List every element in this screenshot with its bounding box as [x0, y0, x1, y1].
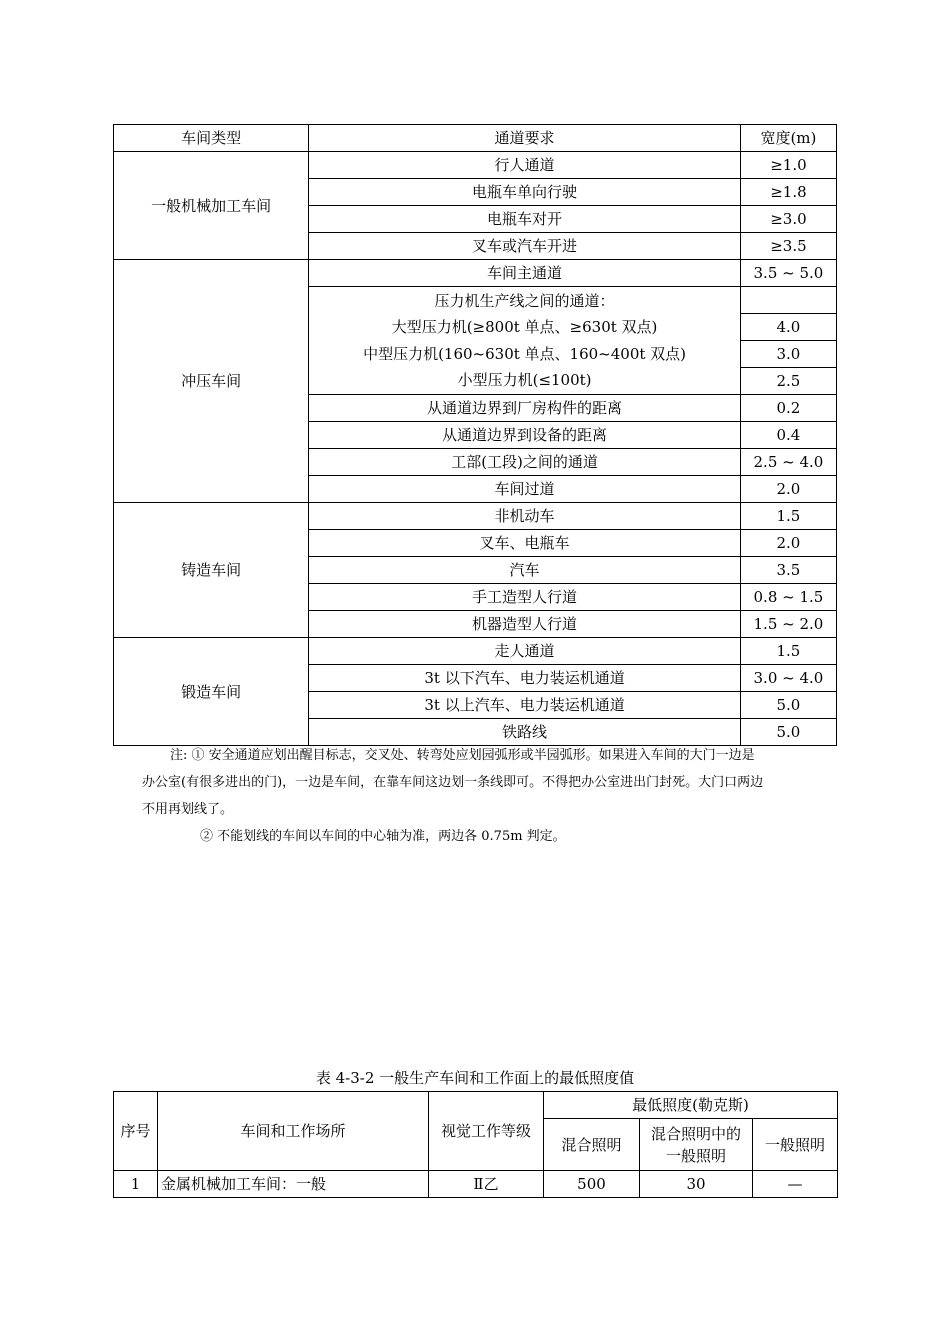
- cell-mixed: 500: [544, 1171, 640, 1198]
- aisle-requirement: 叉车、电瓶车: [309, 530, 741, 557]
- aisle-requirement: 电瓶车对开: [309, 206, 741, 233]
- aisle-width: 2.0: [740, 530, 836, 557]
- workshop-type-casting: 铸造车间: [114, 503, 309, 638]
- press-line-aisle-requirement: [309, 287, 741, 395]
- header-width: 宽度(m): [740, 125, 836, 152]
- press-line-large: 大型压力机(≥800t 单点、≥630t 双点): [391, 318, 658, 336]
- table-row: [114, 1171, 838, 1198]
- aisle-width: ≥1.8: [740, 179, 836, 206]
- table-header-row: [114, 125, 837, 152]
- aisle-width: 1.5: [740, 638, 836, 665]
- aisle-requirement: 3t 以下汽车、电力装运机通道: [309, 665, 741, 692]
- press-line-medium: 中型压力机(160~630t 单点、160~400t 双点): [363, 344, 687, 363]
- table-header-row: [114, 1092, 838, 1119]
- header-aisle-requirement: 通道要求: [309, 125, 741, 152]
- header-workshop-type: 车间类型: [114, 125, 309, 152]
- aisle-requirement: 从通道边界到厂房构件的距离: [309, 395, 741, 422]
- aisle-width: 0.8 ~ 1.5: [740, 584, 836, 611]
- aisle-requirement: 车间主通道: [309, 260, 741, 287]
- aisle-width: 4.0: [740, 314, 836, 341]
- aisle-requirement: 手工造型人行道: [309, 584, 741, 611]
- workshop-type-stamping: 冲压车间: [114, 260, 309, 503]
- aisle-width: 3.0: [740, 341, 836, 368]
- aisle-width: 1.5 ~ 2.0: [740, 611, 836, 638]
- cell-grade: Ⅱ乙: [429, 1171, 544, 1198]
- illuminance-table: [113, 1091, 838, 1198]
- aisle-width: 5.0: [740, 719, 836, 746]
- aisle-width: [740, 287, 836, 314]
- header-no: 序号: [114, 1092, 158, 1171]
- table-notes: [142, 742, 814, 850]
- cell-no: 1: [114, 1171, 158, 1198]
- workshop-type-forging: 锻造车间: [114, 638, 309, 746]
- press-line-title: 压力机生产线之间的通道：: [434, 291, 615, 310]
- table-row: [114, 260, 837, 287]
- aisle-requirement: 铁路线: [309, 719, 741, 746]
- header-place: 车间和工作场所: [158, 1092, 429, 1171]
- table-row: [114, 638, 837, 665]
- cell-mixed-general: 30: [640, 1171, 753, 1198]
- header-mixed-general-lighting: [640, 1119, 753, 1171]
- cell-general: —: [753, 1171, 838, 1198]
- aisle-width: 3.5 ~ 5.0: [740, 260, 836, 287]
- aisle-requirement: 机器造型人行道: [309, 611, 741, 638]
- aisle-width: 2.0: [740, 476, 836, 503]
- table-row: [114, 152, 837, 179]
- aisle-width: 2.5 ~ 4.0: [740, 449, 836, 476]
- aisle-requirement: 汽车: [309, 557, 741, 584]
- header-min-illuminance: 最低照度(勒克斯): [544, 1092, 838, 1119]
- aisle-requirement: 电瓶车单向行驶: [309, 179, 741, 206]
- aisle-requirement: 行人通道: [309, 152, 741, 179]
- aisle-width: 2.5: [740, 368, 836, 395]
- aisle-requirement: 3t 以上汽车、电力装运机通道: [309, 692, 741, 719]
- note-1-line-1: 注: ① 安全通道应划出醒目标志，交叉处、转弯处应划园弧形或半园弧形。如果进入车间的大门一边是: [170, 748, 755, 763]
- aisle-width: 3.5: [740, 557, 836, 584]
- press-line-small: 小型压力机(≤100t): [457, 371, 592, 389]
- header-mixed-lighting: 混合照明: [544, 1119, 640, 1171]
- aisle-width: 1.5: [740, 503, 836, 530]
- aisle-requirement: 工部(工段)之间的通道: [309, 449, 741, 476]
- header-mixed-general-line-2: 一般照明: [665, 1146, 726, 1165]
- aisle-width: 0.2: [740, 395, 836, 422]
- aisle-width: 3.0 ~ 4.0: [740, 665, 836, 692]
- aisle-width: ≥1.0: [740, 152, 836, 179]
- note-2: ② 不能划线的车间以车间的中心轴为准，两边各 0.75m 判定。: [200, 829, 566, 844]
- header-visual-grade: 视觉工作等级: [429, 1092, 544, 1171]
- aisle-width: ≥3.5: [740, 233, 836, 260]
- aisle-requirement: 从通道边界到设备的距离: [309, 422, 741, 449]
- header-general-lighting: 一般照明: [753, 1119, 838, 1171]
- aisle-width-table: [113, 124, 837, 746]
- aisle-requirement: 叉车或汽车开进: [309, 233, 741, 260]
- note-1-line-2: 办公室(有很多进出的门)，一边是车间，在靠车间这边划一条线即可。不得把办公室进出门封死。大门口两边: [142, 775, 764, 790]
- aisle-requirement: 非机动车: [309, 503, 741, 530]
- table-caption: 表 4-3-2 一般生产车间和工作面上的最低照度值: [315, 1069, 635, 1087]
- aisle-width: 0.4: [740, 422, 836, 449]
- cell-place: 金属机械加工车间：一般: [158, 1171, 429, 1198]
- aisle-width: ≥3.0: [740, 206, 836, 233]
- note-1-line-3: 不用再划线了。: [142, 802, 234, 817]
- aisle-requirement: 车间过道: [309, 476, 741, 503]
- aisle-width: 5.0: [740, 692, 836, 719]
- aisle-requirement: 走人通道: [309, 638, 741, 665]
- workshop-type-machining: 一般机械加工车间: [114, 152, 309, 260]
- header-mixed-general-line-1: 混合照明中的: [650, 1124, 741, 1143]
- table-row: [114, 503, 837, 530]
